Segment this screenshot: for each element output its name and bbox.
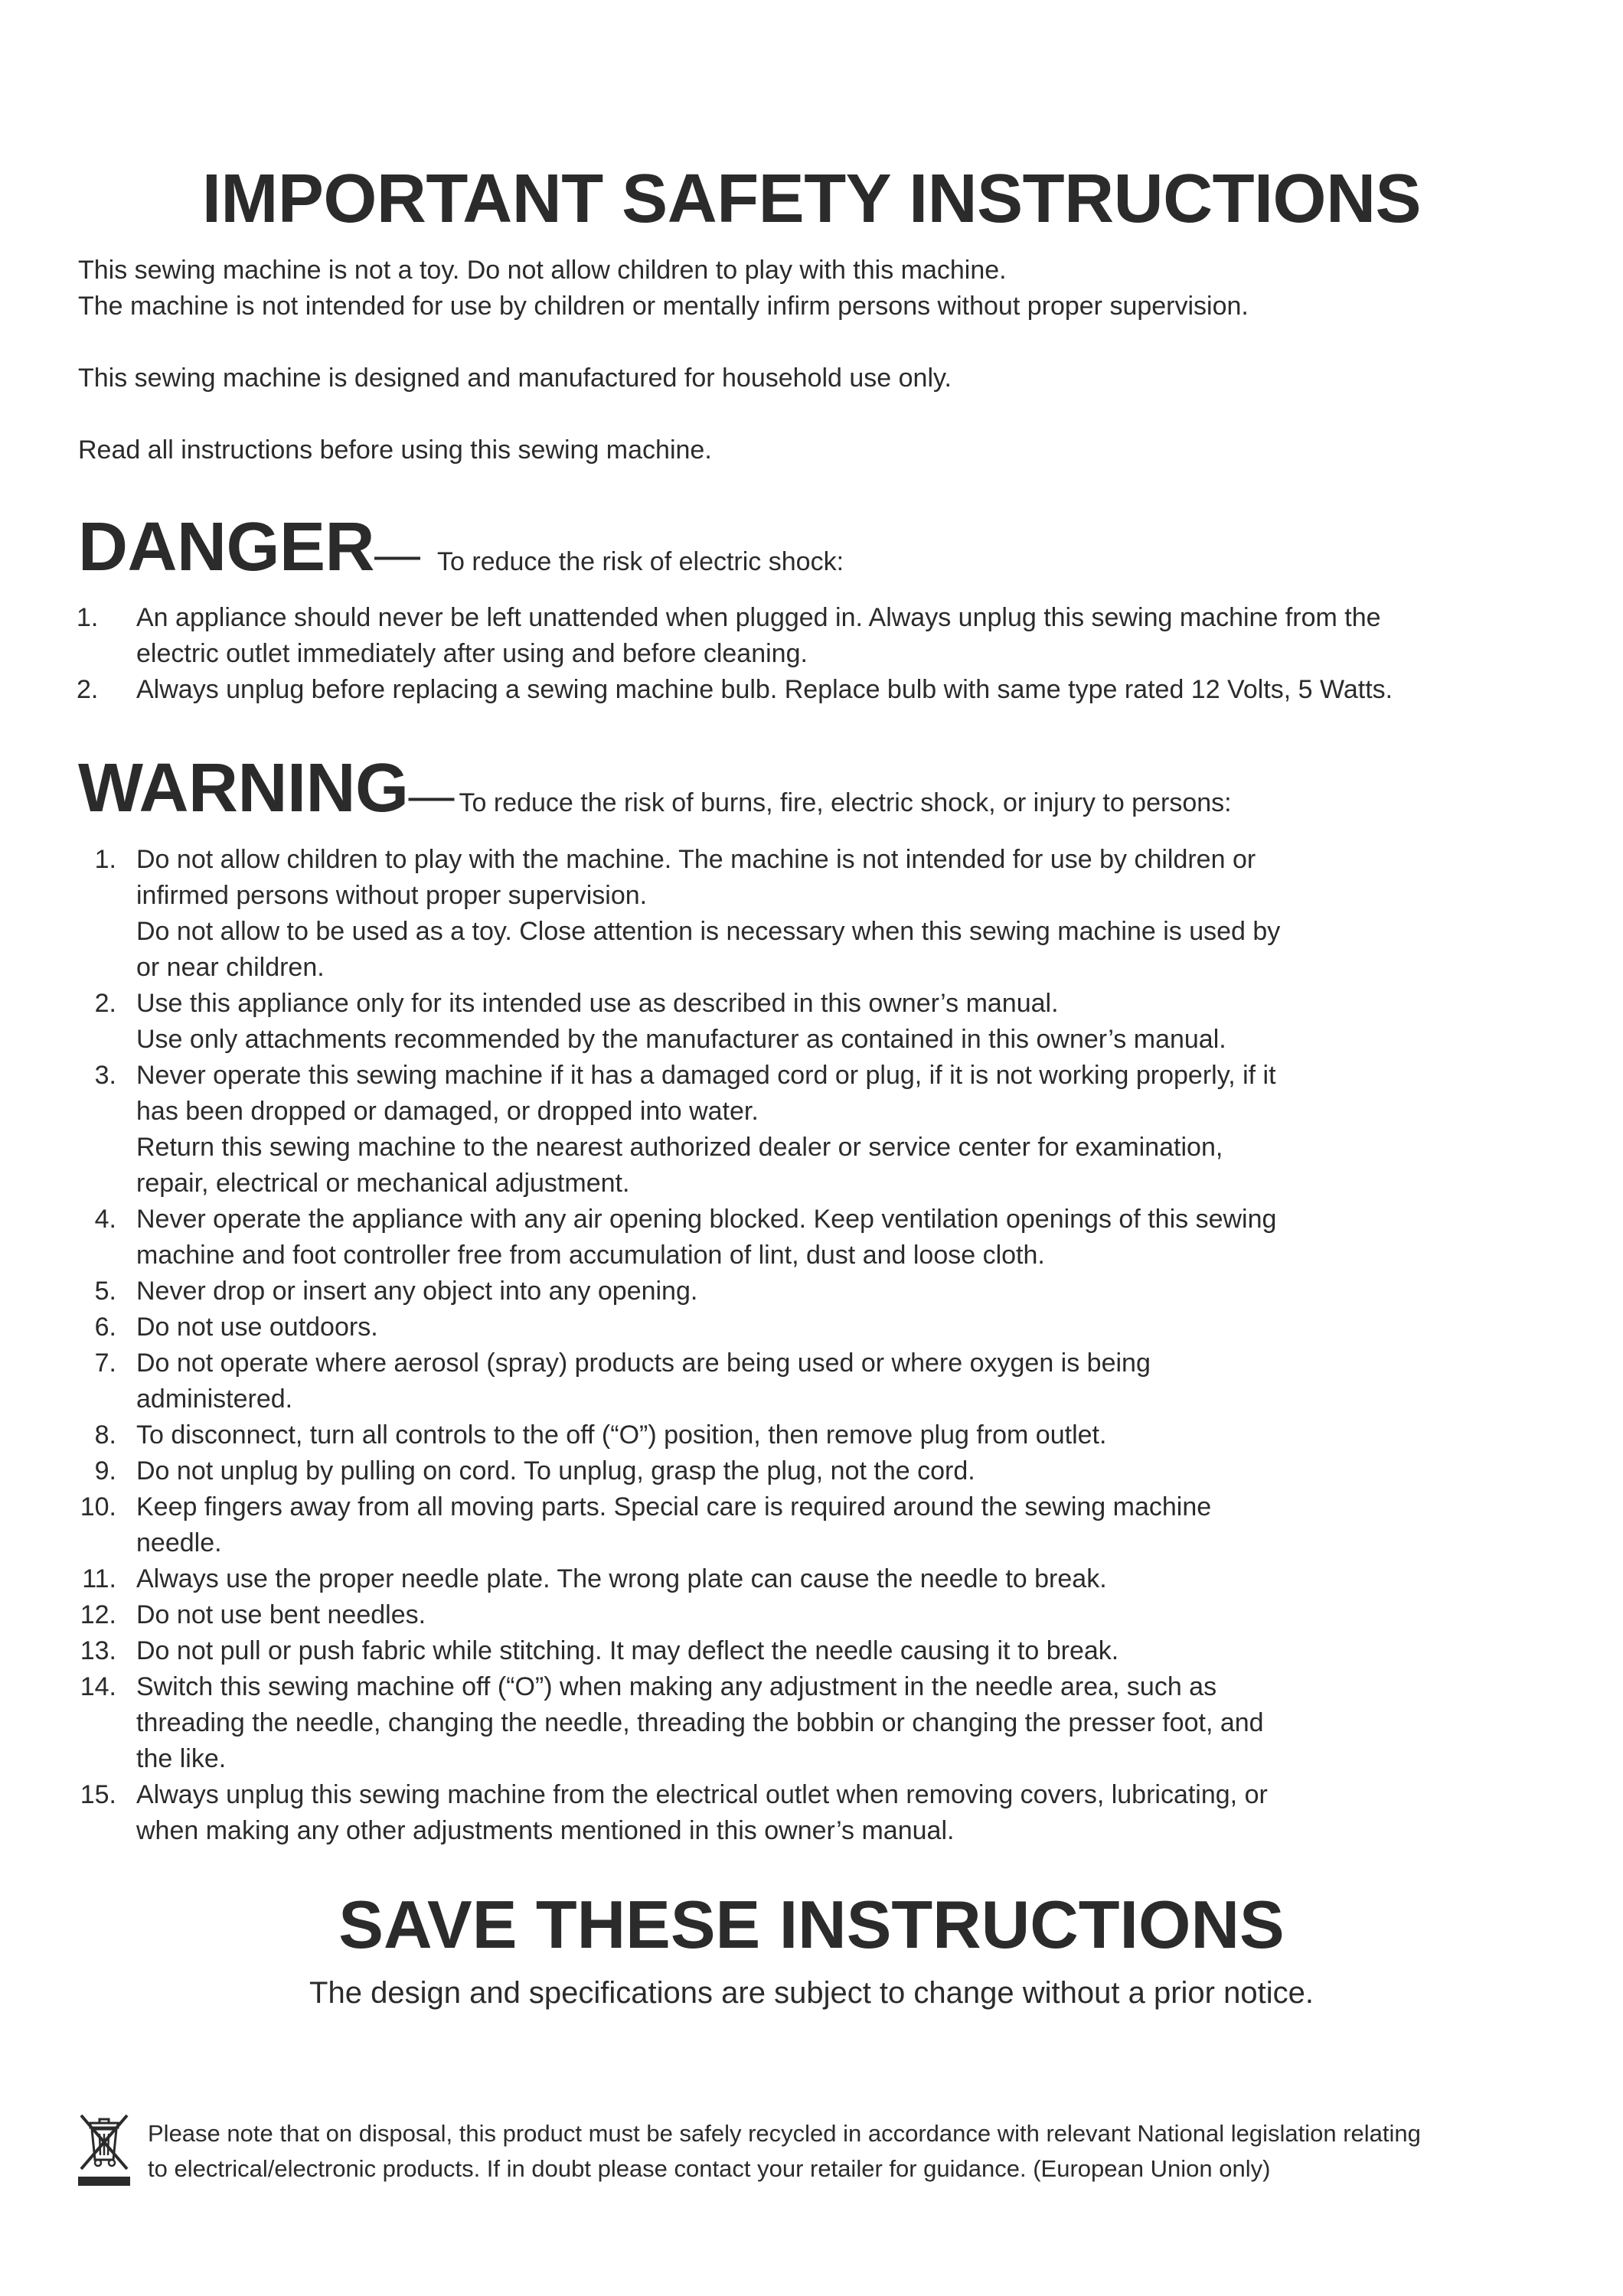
list-item-text: administered. [136,1384,293,1414]
danger-list [0,600,1514,708]
list-item-number: 5. [94,1277,116,1306]
disposal-line: to electrical/electronic products. If in doubt please contact your retailer for guidance. (European Union only) [148,2155,1271,2182]
list-item-text: Do not use bent needles. [136,1600,426,1629]
intro-line: The machine is not intended for use by children or mentally infirm persons without proper supervision. [78,292,1249,321]
intro-line: Read all instructions before using this sewing machine. [78,435,712,465]
warning-title: WARNING [78,750,409,827]
list-item [0,1417,1514,1453]
change-notice: The design and specifications are subject to change without a prior notice. [309,1976,1314,2010]
list-item-text: repair, electrical or mechanical adjustment. [136,1169,630,1198]
list-item-text: needle. [136,1528,222,1557]
list-item-number: 4. [94,1205,116,1234]
list-item-text: threading the needle, changing the needle, threading the bobbin or changing the presser foot, and [136,1708,1264,1737]
list-item [0,1597,1514,1633]
page-title: IMPORTANT SAFETY INSTRUCTIONS [201,161,1422,237]
list-item-number: 13. [80,1636,116,1665]
list-item [0,1453,1514,1489]
list-item-text: Switch this sewing machine off (“O”) when making any adjustment in the needle area, such as [136,1672,1217,1701]
list-item-text: has been dropped or damaged, or dropped into water. [136,1097,759,1126]
list-item-text: Do not use outdoors. [136,1313,378,1342]
danger-subtitle: To reduce the risk of electric shock: [437,547,844,576]
danger-title: DANGER [78,509,375,585]
list-item-number: 15. [80,1780,116,1809]
list-item-text: when making any other adjustments mentioned in this owner’s manual. [136,1816,955,1845]
list-item-number: 8. [94,1420,116,1450]
list-item-number: 10. [80,1492,116,1521]
save-instructions-title: SAVE THESE INSTRUCTIONS [338,1887,1285,1962]
list-item [0,1777,1514,1849]
list-item-text: infirmed persons without proper supervision. [136,881,648,910]
list-item-number: 3. [94,1061,116,1090]
list-item [0,1669,1514,1777]
list-item [0,672,1514,708]
list-item [0,986,1514,1058]
list-item-text: An appliance should never be left unattended when plugged in. Always unplug this sewing machine from the [136,603,1381,632]
list-item [0,1489,1514,1561]
list-item [0,1633,1514,1669]
list-item [0,1058,1514,1202]
intro-line: This sewing machine is designed and manufactured for household use only. [78,364,952,393]
list-item-text: Always unplug this sewing machine from the electrical outlet when removing covers, lubricating, or [136,1780,1268,1809]
spacer [78,325,1533,360]
list-item-text: Do not pull or push fabric while stitching. It may deflect the needle causing it to break. [136,1636,1119,1665]
list-item-text: or near children. [136,953,325,982]
list-item-number: 6. [94,1313,116,1342]
list-item-text: Return this sewing machine to the nearest authorized dealer or service center for examination, [136,1133,1223,1162]
list-item [0,1561,1514,1597]
list-item-text: Use only attachments recommended by the manufacturer as contained in this owner’s manual. [136,1025,1226,1054]
list-item-text: machine and foot controller free from accumulation of lint, dust and loose cloth. [136,1241,1045,1270]
list-item [0,1309,1514,1345]
list-item-text: Always use the proper needle plate. The wrong plate can cause the needle to break. [136,1564,1107,1593]
list-item [0,600,1514,672]
list-item-text: electric outlet immediately after using and before cleaning. [136,639,808,668]
list-item-number: 1. [94,845,116,874]
list-item-number: 7. [94,1349,116,1378]
list-item [0,1274,1514,1309]
list-item-text: Do not unplug by pulling on cord. To unplug, grasp the plug, not the cord. [136,1456,975,1486]
danger-heading [78,509,844,600]
crossed-out-wheelie-bin-icon [77,2112,132,2187]
list-item [0,1202,1514,1274]
list-item-text: Do not allow to be used as a toy. Close attention is necessary when this sewing machine is used by [136,917,1281,946]
list-item-text: Never operate the appliance with any air opening blocked. Keep ventilation openings of this sewing [136,1205,1277,1234]
danger-dash: — [374,529,421,580]
warning-list [0,842,1514,1849]
list-item-number: 11. [82,1564,116,1593]
list-item [0,1345,1514,1417]
intro-line: This sewing machine is not a toy. Do not allow children to play with this machine. [78,256,1007,285]
list-item [0,842,1514,986]
warning-dash: — [408,770,455,821]
list-item-number: 14. [80,1672,116,1701]
list-item-text: Always unplug before replacing a sewing machine bulb. Replace bulb with same type rated 12 Volts, 5 Watts. [136,675,1393,704]
list-item-text: the like. [136,1744,227,1773]
list-item-text: Do not operate where aerosol (spray) products are being used or where oxygen is being [136,1349,1151,1378]
warning-subtitle: To reduce the risk of burns, fire, electric shock, or injury to persons: [459,788,1232,817]
list-item-text: To disconnect, turn all controls to the off (“O”) position, then remove plug from outlet. [136,1420,1107,1450]
spacer [78,396,1533,432]
list-item-text: Never drop or insert any object into any opening. [136,1277,698,1306]
list-item-text: Keep fingers away from all moving parts. Special care is required around the sewing machine [136,1492,1212,1521]
warning-heading [78,750,1232,841]
intro-block [78,253,1533,468]
list-item-number: 1. [77,603,99,632]
list-item-number: 2. [77,675,99,704]
list-item-number: 12. [80,1600,116,1629]
list-item-text: Never operate this sewing machine if it has a damaged cord or plug, if it is not working properly, if it [136,1061,1276,1090]
list-item-text: Use this appliance only for its intended use as described in this owner’s manual. [136,989,1059,1018]
list-item-text: Do not allow children to play with the machine. The machine is not intended for use by children or [136,845,1256,874]
list-item-number: 2. [94,989,116,1018]
disposal-line: Please note that on disposal, this product must be safely recycled in accordance with relevant National legislation relating [148,2120,1421,2147]
disposal-notice [148,2116,1564,2187]
list-item-number: 9. [94,1456,116,1486]
